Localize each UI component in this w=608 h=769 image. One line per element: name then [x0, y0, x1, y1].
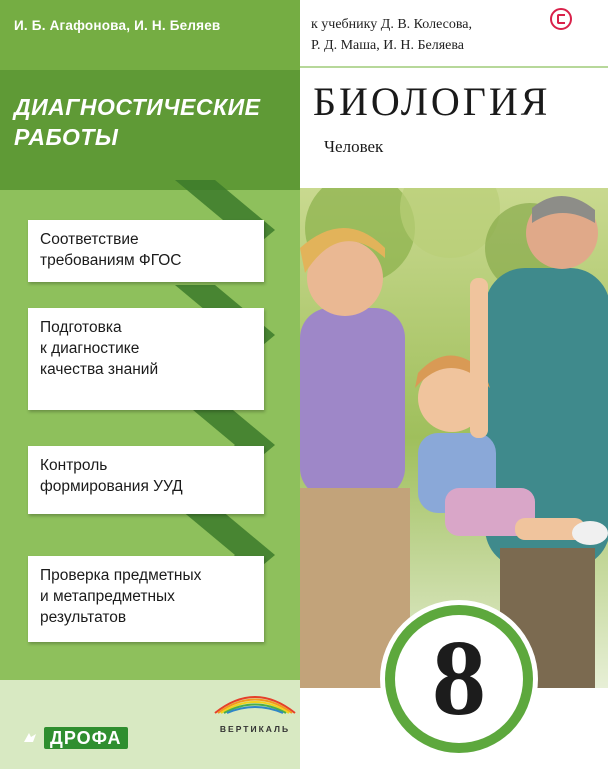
- feature-text: требованиям ФГОС: [40, 252, 182, 269]
- feature-text: Проверка предметных: [40, 567, 202, 584]
- feature-box: [28, 220, 264, 282]
- textbook-reference-line: к учебнику Д. В. Колесова,: [311, 17, 473, 32]
- feature-text: Контроль: [40, 457, 108, 474]
- feature-box: [28, 556, 264, 642]
- authors: И. Б. Агафонова, И. Н. Беляев: [14, 18, 221, 33]
- feature-text: и метапредметных: [40, 588, 175, 605]
- textbook-reference: [311, 14, 531, 56]
- drofa-bird-icon: [22, 730, 38, 746]
- grade-badge: [385, 605, 533, 753]
- publisher-logo-text: ДРОФА: [44, 727, 128, 749]
- publisher-logo: [22, 727, 128, 749]
- ru-publisher-mark-icon: [550, 8, 572, 30]
- feature-text: формирования УУД: [40, 478, 183, 495]
- grade-badge-inner: [395, 615, 523, 743]
- feature-text: результатов: [40, 609, 127, 626]
- series-logo-text: ВЕРТИКАЛЬ: [219, 724, 291, 734]
- divider: [300, 66, 608, 68]
- feature-box: [28, 446, 264, 514]
- vertikal-logo-icon: [210, 683, 300, 717]
- feature-text: качества знаний: [40, 361, 159, 378]
- book-subtitle: Человек: [324, 137, 384, 156]
- textbook-reference-line: Р. Д. Маша, И. Н. Беляева: [311, 38, 464, 53]
- feature-text: Соответствие: [40, 231, 139, 248]
- series-title: [14, 92, 299, 152]
- feature-text: к диагностике: [40, 340, 140, 357]
- series-title-line: ДИАГНОСТИЧЕСКИЕ: [14, 94, 261, 120]
- grade-number: 8: [432, 619, 486, 738]
- series-logo: [210, 683, 300, 734]
- book-title: БИОЛОГИЯ: [313, 79, 551, 124]
- series-title-line: РАБОТЫ: [14, 124, 119, 150]
- feature-box: [28, 308, 264, 410]
- feature-text: Подготовка: [40, 319, 122, 336]
- authors-band: [0, 0, 300, 70]
